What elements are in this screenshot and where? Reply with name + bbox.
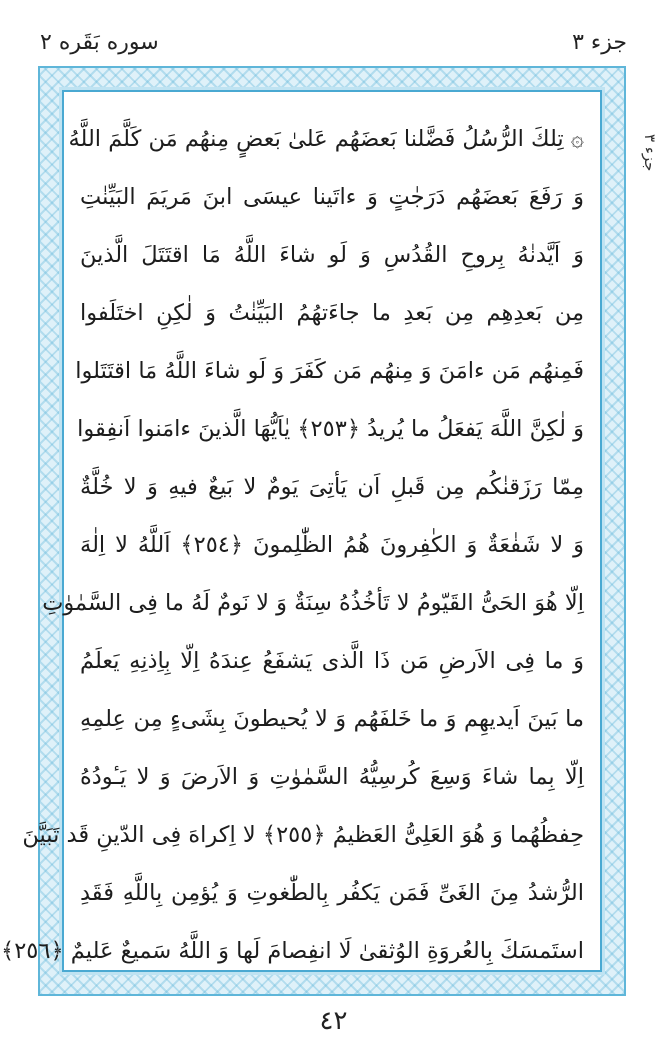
verse-line: استَمسَكَ بِالعُروَةِ الوُثقىٰ لَا انفِصامَ لَها وَ اللَّهُ سَميعٌ عَليمٌ ﴿٢٥٦﴾ <box>1 938 584 964</box>
verse-lines <box>1 110 585 964</box>
verse-line: مِن بَعدِهِم مِن بَعدِ ما جاءَتهُمُ البَيِّنٰتُ وَ لٰكِنِ اختَلَفوا <box>80 300 584 326</box>
juz-label: جزء ٣ <box>572 29 627 55</box>
verse-line: اِلّا هُوَ الحَىُّ القَيّومُ لا تَأخُذُهُ سِنَةٌ وَ لا نَومٌ لَهُ ما فِى السَّمٰوٰتِ <box>42 590 584 616</box>
text-panel <box>1 90 602 972</box>
page-header <box>40 24 627 60</box>
verse-line: مِمّا رَزَقنٰكُم مِن قَبلِ اَن يَأتِىَ يَومٌ لا بَيعٌ فيهِ وَ لا خُلَّةٌ <box>80 474 584 500</box>
verse-line: حِفظُهُما وَ هُوَ العَلِىُّ العَظيمُ ﴿٢٥٥﴾ لا اِكراهَ فِى الدّينِ قَد تَبَيَّنَ <box>22 822 584 848</box>
verse-line: وَ رَفَعَ بَعضَهُم دَرَجٰتٍ وَ ءاتَينا عيسَى ابنَ مَريَمَ البَيِّنٰتِ <box>80 184 584 210</box>
side-juz-label: جزء ٣ <box>641 134 659 172</box>
verse-line: اِلّا بِما شاءَ وَسِعَ كُرسِيُّهُ السَّمٰوٰتِ وَ الاَرضَ وَ لا يَـٔودُهُ <box>80 764 584 790</box>
verse-line: ۞ تِلكَ الرُّسُلُ فَضَّلنا بَعضَهُم عَلىٰ بَعضٍ مِنهُم مَن كَلَّمَ اللَّهُ <box>68 126 584 152</box>
verse-line: وَ اَيَّدنٰهُ بِروحِ القُدُسِ وَ لَو شاءَ اللَّهُ مَا اقتَتَلَ الَّذينَ <box>80 242 584 268</box>
ornamental-frame <box>1 66 626 996</box>
verse-line: وَ لٰكِنَّ اللَّهَ يَفعَلُ ما يُريدُ ﴿٢٥٣﴾ يٰاَيُّهَا الَّذينَ ءامَنوا اَنفِقوا <box>77 416 584 442</box>
verse-line: الرُّشدُ مِنَ الغَىِّ فَمَن يَكفُر بِالطّٰغوتِ وَ يُؤمِن بِاللَّهِ فَقَدِ <box>80 880 584 906</box>
surah-label: سوره بَقَره ٢ <box>40 29 159 55</box>
page-number: ٤٢ <box>319 1006 348 1036</box>
verse-line: وَ لا شَفٰعَةٌ وَ الكٰفِرونَ هُمُ الظّٰلِمونَ ﴿٢٥٤﴾ اَللَّهُ لا اِلٰهَ <box>80 532 585 558</box>
verse-line: ما بَينَ اَيديهِم وَ ما خَلفَهُم وَ لا يُحيطونَ بِشَىءٍ مِن عِلمِهِ <box>80 706 584 732</box>
verse-line: وَ ما فِى الاَرضِ مَن ذَا الَّذى يَشفَعُ عِندَهُ اِلّا بِاِذنِهِ يَعلَمُ <box>80 648 584 674</box>
verse-line: فَمِنهُم مَن ءامَنَ وَ مِنهُم مَن كَفَرَ وَ لَو شاءَ اللَّهُ مَا اقتَتَلوا <box>75 358 584 384</box>
